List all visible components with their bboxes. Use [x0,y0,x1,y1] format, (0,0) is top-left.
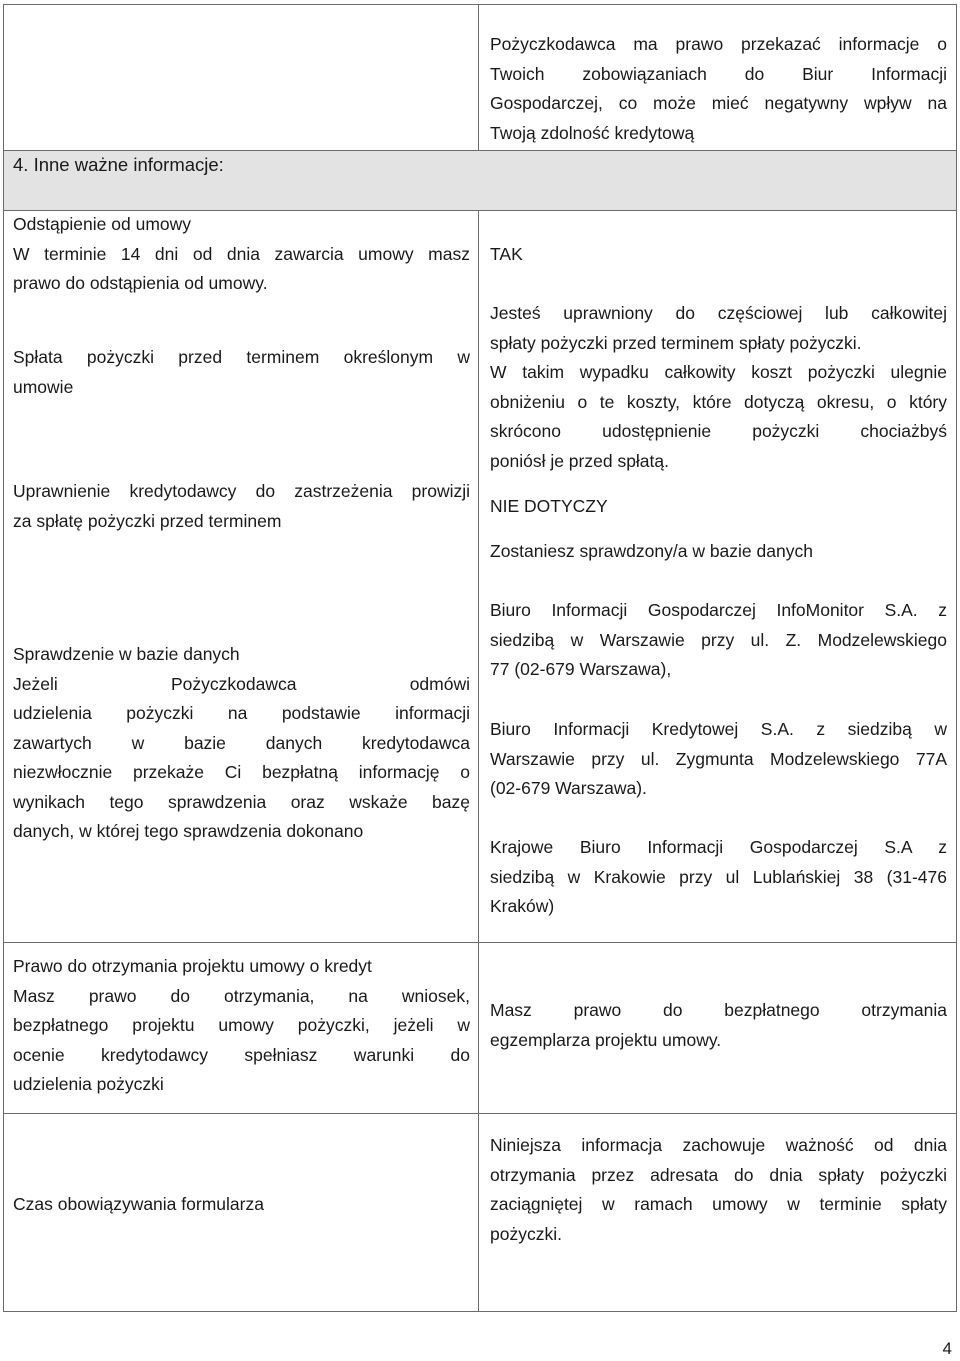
column-divider-main [478,210,479,1312]
bureau-infomonitor: Biuro Informacji Gospodarczej InfoMonitor S.A. z siedzibą w Warszawie przy ul. Z. Modzelewskiego 77 (02-679 Warszawa), [490,600,947,679]
early-repayment-left-text: Spłata pożyczki przed terminem określonym w umowie [13,347,470,397]
draft-agreement-right-text: Masz prawo do bezpłatnego otrzymania egzemplarza projektu umowy. [490,1000,947,1050]
form-validity-left-text: Czas obowiązywania formularza [13,1194,264,1214]
bureau-krd: Krajowe Biuro Informacji Gospodarczej S.A z siedzibą w Krakowie przy ul Lublańskiej 38 (31-476 Kraków) [490,837,947,916]
bureau-bik: Biuro Informacji Kredytowej S.A. z siedzibą w Warszawie przy ul. Zygmunta Modzelewskiego 77A (02-679 Warszawa). [490,719,947,798]
commission-right-value: NIE DOTYCZY [490,496,608,516]
row-divider-1 [3,942,957,943]
table-border-right [956,4,957,1312]
table-border-top [3,4,957,5]
database-check-right-top: Zostaniesz sprawdzony/a w bazie danych [490,541,813,561]
draft-agreement-left-text: Prawo do otrzymania projektu umowy o kredyt Masz prawo do otrzymania, na wniosek, bezpłatnego projektu umowy pożyczki, jeżeli w ocenie kredytodawcy spełniasz warunki do udzielenia pożyczki [13,956,470,1094]
withdrawal-left-text: Odstąpienie od umowy W terminie 14 dni od dnia zawarcia umowy masz prawo do odstąpienia od umowy. [13,214,470,293]
table-border-left [3,4,4,1312]
section-header-title: 4. Inne ważne informacje: [13,154,224,175]
database-check-left-text: Sprawdzenie w bazie danych Jeżeli Pożyczkodawca odmówi udzielenia pożyczki na podstawie informacji zawartych w bazie danych kredytodawca niezwłocznie przekaże Ci bezpłatną informację o wynikach tego sprawdzenia oraz wskaże bazę danych, w której tego sprawdzenia dokonano [13,644,470,841]
commission-left-text: Uprawnienie kredytodawcy do zastrzeżenia prowizji za spłatę pożyczki przed terminem [13,481,470,531]
row1-right-text: Pożyczkodawca ma prawo przekazać informacje o Twoich zobowiązaniach do Biur Informacji Gospodarczej, co może mieć negatywny wpływ na Twoją zdolność kredytową [490,34,947,143]
withdrawal-right-value: TAK [490,244,523,264]
row-divider-2 [3,1113,957,1114]
early-repayment-right-text: Jesteś uprawniony do częściowej lub całkowitej spłaty pożyczki przed terminem spłaty pożyczki. W takim wypadku całkowity koszt pożyczki ulegnie obniżeniu o te koszty, które dotyczą okresu, o który skrócono udostępnienie pożyczki chociażbyś poniósł je przed spłatą. [490,303,947,471]
column-divider-top [478,4,479,150]
table-border-bottom [3,1311,957,1312]
form-validity-right-text: Niniejsza informacja zachowuje ważność od dnia otrzymania przez adresata do dnia spłaty pożyczki zaciągniętej w ramach umowy w terminie spłaty pożyczki. [490,1135,947,1244]
page-number: 4 [942,1339,952,1358]
